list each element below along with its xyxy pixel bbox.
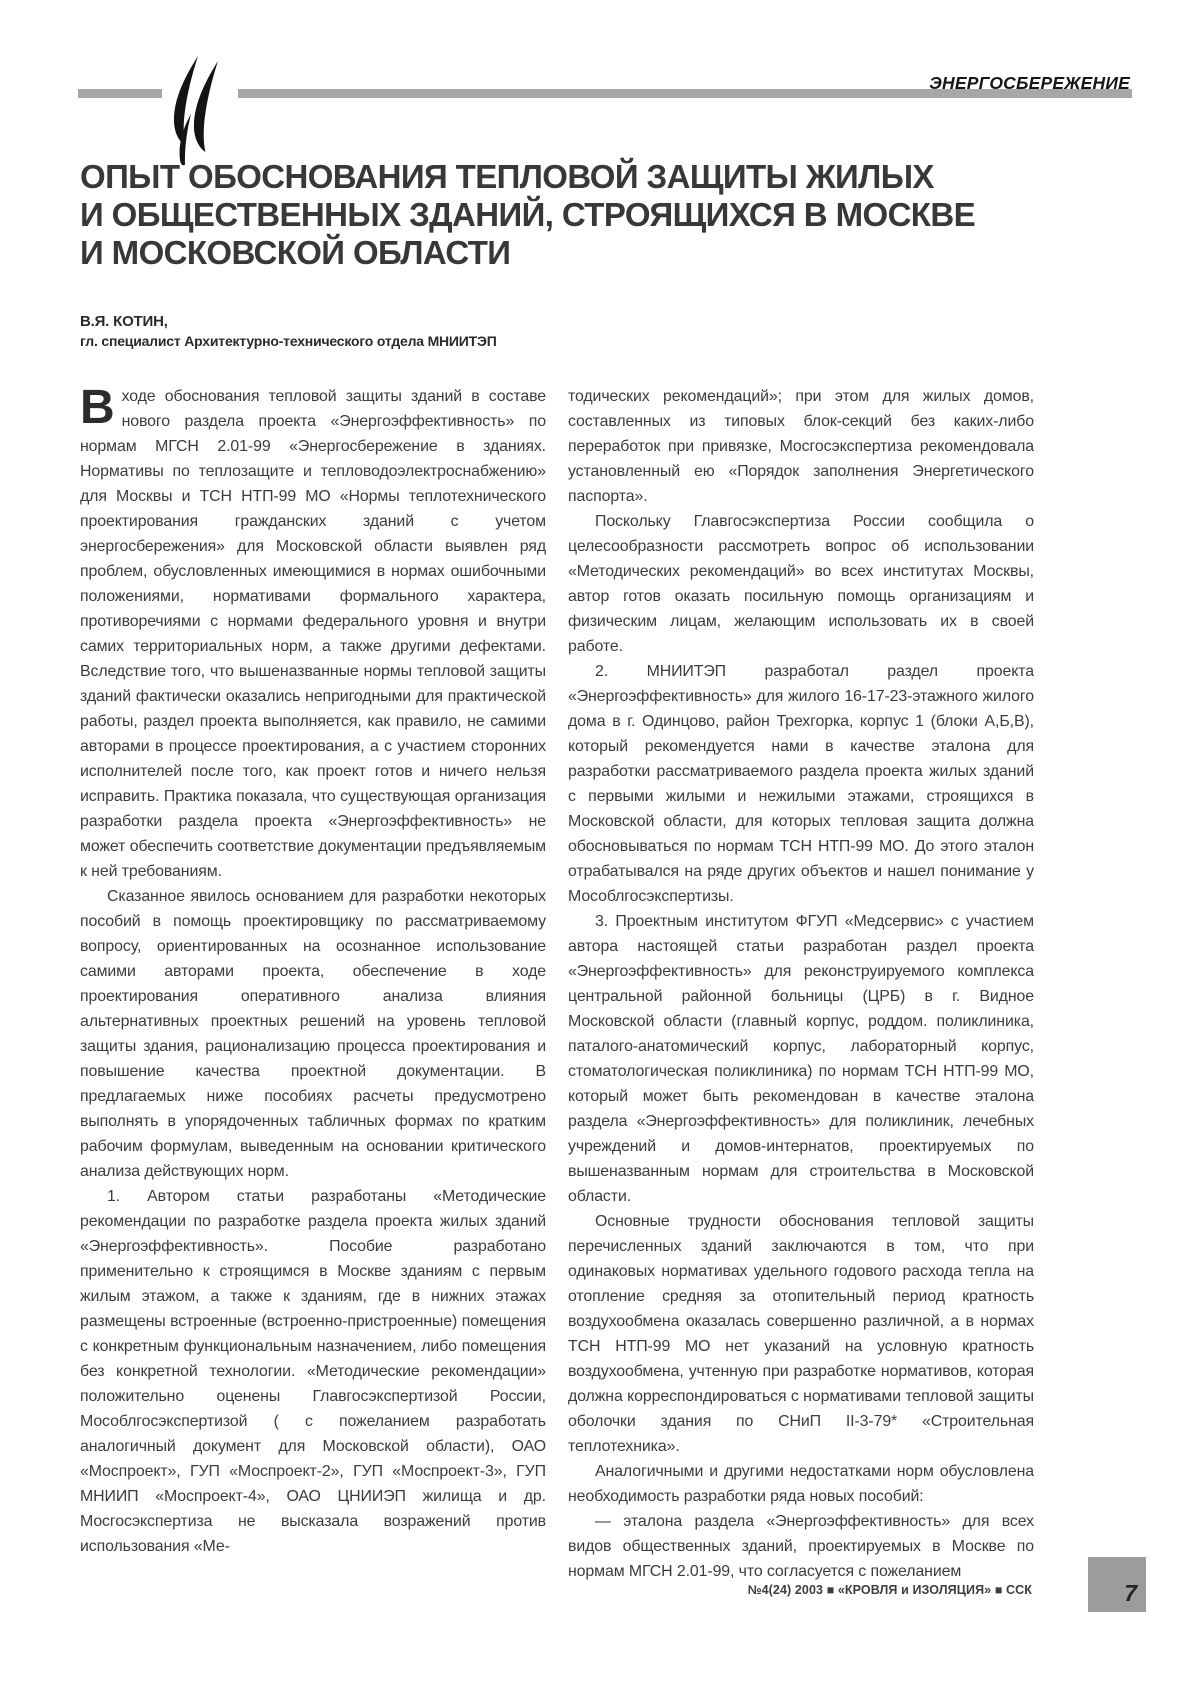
article-title-line-3: И МОСКОВСКОЙ ОБЛАСТИ <box>80 234 511 271</box>
paragraph-text: ходе обоснования тепловой защиты зданий в составе нового раздела проекта «Энергоэффективность» по нормам МГСН 2.01-99 «Энергосбережение в зданиях. Нормативы по теплозащите и тепловодоэлектроснабжению» для Москвы и ТСН НТП-99 МО «Нормы теплотехнического проектирования гражданских зданий с учетом энергосбережения» для Московской области выявлен ряд проблем, обусловленных имеющимися в нормах ошибочными положениями, нормативами формального характера, противоречиями с нормами федерального уровня и внутри самих территориальных норм, а также другими дефектами. Вследствие того, что вышеназванные нормы тепловой защиты зданий фактически оказались непригодными для практической работы, раздел проекта выполняется, как правило, не самими авторами в процессе проектирования, а с участием сторонних исполнителей после того, как проект готов и ничего нельзя исправить. Практика показала, что существующая организация разработки раздела проекта «Энергоэффективность» не может обеспечить соответствие документации предъявляемым к ней требованиям. <box>80 388 546 880</box>
paragraph: Основные трудности обоснования тепловой защиты перечисленных зданий заключаются в том, что при одинаковых нормативах удельного годового расхода тепла на отопление средняя за отопительный период кратность воздухообмена оказалась совершенно различной, а в нормах ТСН НТП-99 МО нет указаний на условную кратность воздухообмена, учтенную при разработке нормативов, которая должна корреспондироваться с нормативами тепловой защиты оболочки здания по СНиП II-3-79* «Строительная теплотехника». <box>568 1213 1034 1455</box>
flame-leaves-logo-icon <box>160 56 234 166</box>
page-number: 7 <box>1124 1580 1137 1606</box>
paragraph: Сказанное явилось основанием для разработки некоторых пособий в помощь проектировщику по рассматриваемому вопросу, ориентированных на осознанное использование самими авторами проекта, обеспечение в ходе проектирования оперативного анализа влияния альтернативных проектных решений на уровень тепловой защиты здания, рационализацию процесса проектирования и повышение качества проектной документации. В предлагаемых ниже пособиях расчеты предусмотрено выполнять в упорядоченных табличных формах по кратким рабочим формулам, выведенным на основании критического анализа действующих норм. <box>80 888 546 1180</box>
article-title-line-1: ОПЫТ ОБОСНОВАНИЯ ТЕПЛОВОЙ ЗАЩИТЫ ЖИЛЫХ <box>80 158 934 195</box>
author-role: гл. специалист Архитектурно-технического отдела МНИИТЭП <box>80 333 497 349</box>
paragraph <box>80 381 546 884</box>
section-label: ЭНЕРГОСБЕРЕЖЕНИЕ <box>929 73 1130 93</box>
header-rule-left <box>78 89 162 98</box>
article-title-line-2: И ОБЩЕСТВЕННЫХ ЗДАНИЙ, СТРОЯЩИХСЯ В МОСКВЕ <box>80 196 975 233</box>
author-name: В.Я. КОТИН, <box>80 313 168 330</box>
article-title <box>80 158 1080 272</box>
paragraph: — эталона раздела «Энергоэффективность» для всех видов общественных зданий, проектируемых в Москве по нормам МГСН 2.01-99, что согласуется с пожеланием <box>568 1513 1034 1580</box>
footer-issue-line: №4(24) 2003 ■ «КРОВЛЯ и ИЗОЛЯЦИЯ» ■ ССК <box>747 1583 1032 1597</box>
drop-cap: В <box>80 381 115 434</box>
paragraph: Аналогичными и другими недостатками норм обусловлена необходимость разработки ряда новых пособий: <box>568 1463 1034 1505</box>
article-column-right <box>568 384 1034 1584</box>
paragraph: 2. МНИИТЭП разработал раздел проекта «Энергоэффективность» для жилого 16-17-23-этажного жилого дома в г. Одинцово, район Трехгорка, корпус 1 (блоки А,Б,В), который рекомендуется нами в качестве эталона для разработки рассматриваемого раздела проекта жилых зданий с первыми жилыми и нежилыми этажами, строящихся в Московской области, для которых тепловая защита должна обосновываться по нормам ТСН НТП-99 МО. До этого эталон отрабатывался на ряде других объектов и нашел понимание у Мособлгосэкспертизы. <box>568 663 1034 905</box>
page-number-box <box>1088 1557 1146 1612</box>
paragraph: 3. Проектным институтом ФГУП «Медсервис» с участием автора настоящей статьи разработан раздел проекта «Энергоэффективность» для реконструируемого комплекса центральной районной больницы (ЦРБ) в г. Видное Московской области (главный корпус, роддом. поликлиника, паталого-анатомический корпус, лабораторный корпус, стоматологическая поликлиника) по нормам ТСН НТП-99 МО, который может быть рекомендован в качестве эталона раздела «Энергоэффективность» для поликлиник, лечебных учреждений и домов-интернатов, проектируемых по вышеназванным нормам для строительства в Московской области. <box>568 913 1034 1205</box>
paragraph: тодических рекомендаций»; при этом для жилых домов, составленных из типовых блок-секций без каких-либо переработок при привязке, Мосгосэкспертиза рекомендовала установленный ею «Порядок заполнения Энергетического паспорта». <box>568 388 1034 505</box>
paragraph: 1. Автором статьи разработаны «Методические рекомендации по разработке раздела проекта жилых зданий «Энергоэффективность». Пособие разработано применительно к строящимся в Москве зданиям с первым жилым этажом, а также к зданиям, где в нижних этажах размещены встроенные (встроенно-пристроенные) помещения с конкретным функциональным назначением, либо помещения без конкретной технологии. «Методические рекомендации» положительно оценены Главгосэкспертизой России, Мособлгосэкспертизой ( с пожеланием разработать аналогичный документ для Московской области), ОАО «Моспроект», ГУП «Моспроект-2», ГУП «Моспроект-3», ГУП МНИИП «Моспроект-4», ОАО ЦНИИЭП жилища и др. Мосгосэкспертиза не высказала возражений против использования «Ме- <box>80 1188 546 1555</box>
paragraph: Поскольку Главгосэкспертиза России сообщила о целесообразности рассмотреть вопрос об использовании «Методических рекомендаций» во всех институтах Москвы, автор готов оказать посильную помощь организациям и физическим лицам, желающим использовать их в своей работе. <box>568 513 1034 655</box>
article-column-left <box>80 381 546 1559</box>
